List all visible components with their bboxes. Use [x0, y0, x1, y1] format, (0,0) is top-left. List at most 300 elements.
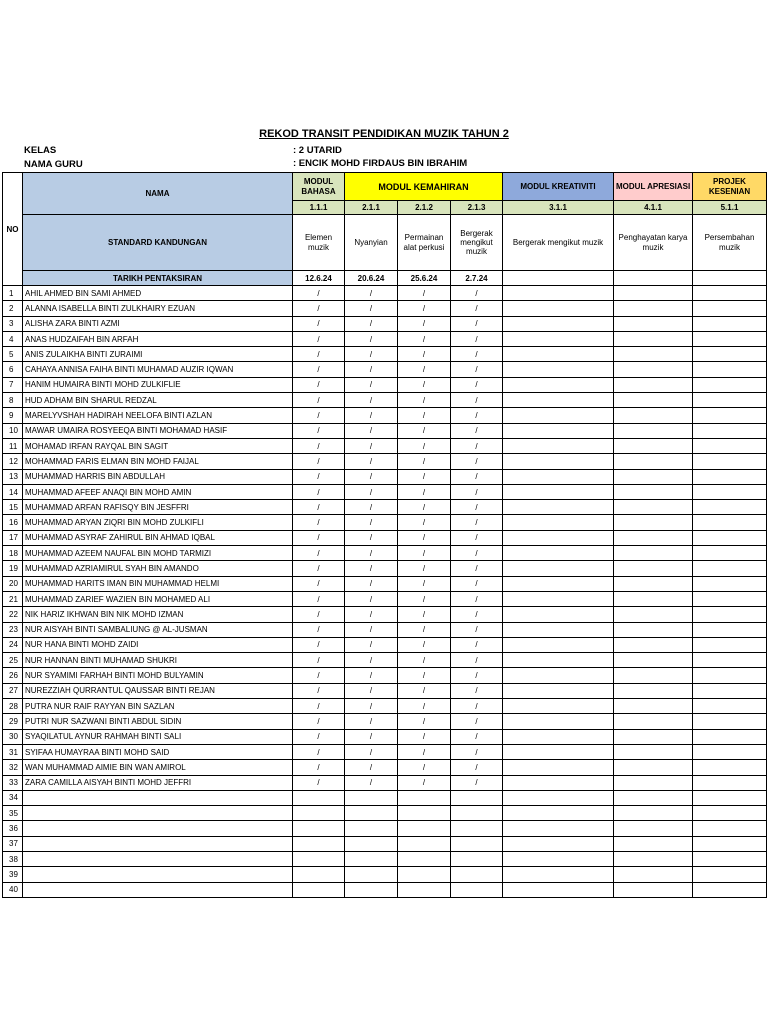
mark-cell[interactable] — [345, 790, 398, 805]
mark-cell[interactable] — [693, 438, 767, 453]
mark-cell[interactable] — [693, 423, 767, 438]
mark-cell[interactable] — [614, 668, 693, 683]
student-name[interactable]: MUHAMMAD ASYRAF ZAHIRUL BIN AHMAD IQBAL — [23, 530, 293, 545]
mark-cell[interactable]: / — [345, 622, 398, 637]
mark-cell[interactable] — [503, 438, 614, 453]
mark-cell[interactable]: / — [293, 653, 345, 668]
mark-cell[interactable]: / — [293, 561, 345, 576]
student-name[interactable]: NUR HANNAN BINTI MUHAMAD SHUKRI — [23, 653, 293, 668]
mark-cell[interactable] — [693, 699, 767, 714]
student-name[interactable]: NIK HARIZ IKHWAN BIN NIK MOHD IZMAN — [23, 607, 293, 622]
mark-cell[interactable] — [693, 331, 767, 346]
mark-cell[interactable] — [503, 683, 614, 698]
mark-cell[interactable] — [293, 851, 345, 866]
mark-cell[interactable]: / — [293, 683, 345, 698]
mark-cell[interactable] — [503, 668, 614, 683]
mark-cell[interactable] — [451, 851, 503, 866]
mark-cell[interactable]: / — [398, 316, 451, 331]
mark-cell[interactable]: / — [293, 530, 345, 545]
mark-cell[interactable] — [398, 836, 451, 851]
mark-cell[interactable] — [614, 500, 693, 515]
mark-cell[interactable]: / — [293, 438, 345, 453]
mark-cell[interactable] — [451, 867, 503, 882]
mark-cell[interactable]: / — [451, 423, 503, 438]
mark-cell[interactable] — [503, 469, 614, 484]
mark-cell[interactable]: / — [345, 576, 398, 591]
mark-cell[interactable]: / — [451, 393, 503, 408]
student-name[interactable]: MUHAMMAD ARFAN RAFISQY BIN JESFFRI — [23, 500, 293, 515]
mark-cell[interactable] — [503, 484, 614, 499]
mark-cell[interactable] — [345, 821, 398, 836]
mark-cell[interactable] — [614, 637, 693, 652]
mark-cell[interactable]: / — [345, 699, 398, 714]
mark-cell[interactable] — [693, 301, 767, 316]
student-name[interactable] — [23, 806, 293, 821]
mark-cell[interactable] — [614, 546, 693, 561]
mark-cell[interactable]: / — [293, 316, 345, 331]
mark-cell[interactable]: / — [345, 393, 398, 408]
mark-cell[interactable] — [345, 836, 398, 851]
mark-cell[interactable]: / — [293, 347, 345, 362]
mark-cell[interactable]: / — [345, 347, 398, 362]
mark-cell[interactable] — [614, 591, 693, 606]
mark-cell[interactable]: / — [293, 469, 345, 484]
mark-cell[interactable] — [614, 699, 693, 714]
student-name[interactable]: PUTRA NUR RAIF RAYYAN BIN SAZLAN — [23, 699, 293, 714]
mark-cell[interactable]: / — [398, 408, 451, 423]
mark-cell[interactable] — [693, 591, 767, 606]
mark-cell[interactable] — [398, 867, 451, 882]
mark-cell[interactable]: / — [293, 622, 345, 637]
mark-cell[interactable] — [503, 744, 614, 759]
mark-cell[interactable]: / — [398, 668, 451, 683]
mark-cell[interactable] — [503, 347, 614, 362]
mark-cell[interactable] — [614, 469, 693, 484]
mark-cell[interactable]: / — [293, 546, 345, 561]
mark-cell[interactable]: / — [293, 668, 345, 683]
mark-cell[interactable] — [614, 301, 693, 316]
mark-cell[interactable]: / — [398, 484, 451, 499]
mark-cell[interactable] — [503, 362, 614, 377]
mark-cell[interactable]: / — [451, 760, 503, 775]
mark-cell[interactable] — [614, 714, 693, 729]
student-name[interactable]: CAHAYA ANNISA FAIHA BINTI MUHAMAD AUZIR IQWAN — [23, 362, 293, 377]
student-name[interactable]: MUHAMMAD HARRIS BIN ABDULLAH — [23, 469, 293, 484]
student-name[interactable]: MOHAMAD IRFAN RAYQAL BIN SAGIT — [23, 438, 293, 453]
mark-cell[interactable] — [693, 607, 767, 622]
mark-cell[interactable]: / — [451, 622, 503, 637]
mark-cell[interactable] — [503, 561, 614, 576]
mark-cell[interactable] — [614, 683, 693, 698]
student-name[interactable]: MUHAMMAD ARYAN ZIQRI BIN MOHD ZULKIFLI — [23, 515, 293, 530]
mark-cell[interactable]: / — [345, 515, 398, 530]
mark-cell[interactable] — [614, 882, 693, 897]
mark-cell[interactable]: / — [345, 316, 398, 331]
mark-cell[interactable]: / — [345, 301, 398, 316]
mark-cell[interactable]: / — [398, 775, 451, 790]
mark-cell[interactable]: / — [345, 607, 398, 622]
mark-cell[interactable] — [345, 806, 398, 821]
student-name[interactable]: HUD ADHAM BIN SHARUL REDZAL — [23, 393, 293, 408]
student-name[interactable]: SYAQILATUL AYNUR RAHMAH BINTI SALI — [23, 729, 293, 744]
student-name[interactable] — [23, 790, 293, 805]
mark-cell[interactable] — [693, 775, 767, 790]
student-name[interactable]: WAN MUHAMMAD AIMIE BIN WAN AMIROL — [23, 760, 293, 775]
mark-cell[interactable] — [503, 760, 614, 775]
student-name[interactable]: MARELYVSHAH HADIRAH NEELOFA BINTI AZLAN — [23, 408, 293, 423]
mark-cell[interactable] — [693, 561, 767, 576]
mark-cell[interactable]: / — [293, 699, 345, 714]
mark-cell[interactable] — [614, 393, 693, 408]
mark-cell[interactable]: / — [398, 393, 451, 408]
mark-cell[interactable] — [693, 714, 767, 729]
mark-cell[interactable] — [503, 331, 614, 346]
mark-cell[interactable]: / — [293, 454, 345, 469]
mark-cell[interactable] — [503, 607, 614, 622]
mark-cell[interactable]: / — [293, 362, 345, 377]
mark-cell[interactable]: / — [293, 393, 345, 408]
mark-cell[interactable]: / — [345, 744, 398, 759]
mark-cell[interactable]: / — [398, 438, 451, 453]
student-name[interactable]: ALISHA ZARA BINTI AZMI — [23, 316, 293, 331]
mark-cell[interactable] — [503, 729, 614, 744]
mark-cell[interactable]: / — [451, 362, 503, 377]
mark-cell[interactable] — [293, 882, 345, 897]
mark-cell[interactable]: / — [345, 714, 398, 729]
mark-cell[interactable] — [503, 637, 614, 652]
student-name[interactable]: ALANNA ISABELLA BINTI ZULKHAIRY EZUAN — [23, 301, 293, 316]
mark-cell[interactable] — [614, 790, 693, 805]
mark-cell[interactable]: / — [398, 699, 451, 714]
mark-cell[interactable]: / — [451, 546, 503, 561]
student-name[interactable]: NUR HANA BINTI MOHD ZAIDI — [23, 637, 293, 652]
student-name[interactable]: MOHAMMAD FARIS ELMAN BIN MOHD FAIJAL — [23, 454, 293, 469]
mark-cell[interactable] — [614, 775, 693, 790]
mark-cell[interactable] — [345, 867, 398, 882]
mark-cell[interactable] — [693, 744, 767, 759]
mark-cell[interactable]: / — [451, 775, 503, 790]
mark-cell[interactable] — [614, 484, 693, 499]
mark-cell[interactable]: / — [345, 377, 398, 392]
mark-cell[interactable] — [693, 760, 767, 775]
student-name[interactable]: MUHAMMAD AZEEM NAUFAL BIN MOHD TARMIZI — [23, 546, 293, 561]
mark-cell[interactable] — [693, 316, 767, 331]
mark-cell[interactable] — [293, 867, 345, 882]
student-name[interactable]: PUTRI NUR SAZWANI BINTI ABDUL SIDIN — [23, 714, 293, 729]
mark-cell[interactable]: / — [345, 546, 398, 561]
mark-cell[interactable] — [345, 882, 398, 897]
mark-cell[interactable] — [503, 393, 614, 408]
mark-cell[interactable]: / — [451, 591, 503, 606]
mark-cell[interactable]: / — [345, 729, 398, 744]
mark-cell[interactable]: / — [293, 515, 345, 530]
mark-cell[interactable]: / — [398, 362, 451, 377]
mark-cell[interactable]: / — [451, 576, 503, 591]
mark-cell[interactable]: / — [398, 576, 451, 591]
mark-cell[interactable]: / — [451, 561, 503, 576]
mark-cell[interactable] — [293, 836, 345, 851]
mark-cell[interactable] — [451, 806, 503, 821]
mark-cell[interactable] — [503, 851, 614, 866]
mark-cell[interactable]: / — [451, 438, 503, 453]
mark-cell[interactable] — [503, 515, 614, 530]
mark-cell[interactable] — [693, 347, 767, 362]
mark-cell[interactable] — [503, 377, 614, 392]
mark-cell[interactable] — [614, 851, 693, 866]
mark-cell[interactable] — [614, 653, 693, 668]
mark-cell[interactable] — [693, 882, 767, 897]
mark-cell[interactable]: / — [451, 515, 503, 530]
student-name[interactable]: MUHAMMAD AFEEF ANAQI BIN MOHD AMIN — [23, 484, 293, 499]
mark-cell[interactable] — [614, 821, 693, 836]
mark-cell[interactable] — [614, 331, 693, 346]
mark-cell[interactable]: / — [293, 775, 345, 790]
mark-cell[interactable]: / — [293, 591, 345, 606]
mark-cell[interactable] — [614, 454, 693, 469]
mark-cell[interactable] — [503, 790, 614, 805]
mark-cell[interactable]: / — [398, 286, 451, 301]
mark-cell[interactable] — [503, 806, 614, 821]
mark-cell[interactable] — [398, 806, 451, 821]
mark-cell[interactable]: / — [345, 469, 398, 484]
mark-cell[interactable] — [614, 408, 693, 423]
mark-cell[interactable]: / — [345, 775, 398, 790]
mark-cell[interactable] — [693, 393, 767, 408]
mark-cell[interactable]: / — [451, 744, 503, 759]
mark-cell[interactable]: / — [451, 454, 503, 469]
mark-cell[interactable] — [614, 729, 693, 744]
student-name[interactable]: NUR SYAMIMI FARHAH BINTI MOHD BULYAMIN — [23, 668, 293, 683]
mark-cell[interactable]: / — [293, 423, 345, 438]
mark-cell[interactable]: / — [345, 561, 398, 576]
mark-cell[interactable] — [614, 576, 693, 591]
mark-cell[interactable] — [503, 591, 614, 606]
mark-cell[interactable] — [693, 484, 767, 499]
mark-cell[interactable]: / — [398, 515, 451, 530]
mark-cell[interactable] — [693, 653, 767, 668]
mark-cell[interactable]: / — [345, 484, 398, 499]
mark-cell[interactable]: / — [398, 454, 451, 469]
mark-cell[interactable]: / — [398, 530, 451, 545]
mark-cell[interactable]: / — [345, 530, 398, 545]
mark-cell[interactable] — [693, 637, 767, 652]
mark-cell[interactable]: / — [451, 331, 503, 346]
mark-cell[interactable] — [614, 286, 693, 301]
student-name[interactable]: MUHAMMAD ZARIEF WAZIEN BIN MOHAMED ALI — [23, 591, 293, 606]
mark-cell[interactable] — [614, 622, 693, 637]
mark-cell[interactable] — [345, 851, 398, 866]
mark-cell[interactable] — [503, 867, 614, 882]
mark-cell[interactable]: / — [293, 637, 345, 652]
mark-cell[interactable] — [693, 851, 767, 866]
mark-cell[interactable]: / — [398, 607, 451, 622]
mark-cell[interactable]: / — [345, 668, 398, 683]
mark-cell[interactable]: / — [293, 714, 345, 729]
mark-cell[interactable]: / — [451, 301, 503, 316]
mark-cell[interactable]: / — [398, 622, 451, 637]
mark-cell[interactable] — [503, 316, 614, 331]
student-name[interactable] — [23, 867, 293, 882]
mark-cell[interactable]: / — [398, 653, 451, 668]
mark-cell[interactable]: / — [345, 683, 398, 698]
mark-cell[interactable]: / — [451, 668, 503, 683]
mark-cell[interactable]: / — [293, 500, 345, 515]
mark-cell[interactable]: / — [451, 729, 503, 744]
mark-cell[interactable]: / — [451, 377, 503, 392]
mark-cell[interactable] — [693, 500, 767, 515]
student-name[interactable]: ANIS ZULAIKHA BINTI ZURAIMI — [23, 347, 293, 362]
mark-cell[interactable]: / — [345, 408, 398, 423]
mark-cell[interactable] — [398, 790, 451, 805]
mark-cell[interactable]: / — [451, 500, 503, 515]
mark-cell[interactable]: / — [398, 637, 451, 652]
mark-cell[interactable] — [398, 821, 451, 836]
mark-cell[interactable] — [693, 286, 767, 301]
student-name[interactable]: NUREZZIAH QURRANTUL QAUSSAR BINTI REJAN — [23, 683, 293, 698]
mark-cell[interactable] — [503, 576, 614, 591]
student-name[interactable]: MAWAR UMAIRA ROSYEEQA BINTI MOHAMAD HASIF — [23, 423, 293, 438]
mark-cell[interactable] — [693, 362, 767, 377]
mark-cell[interactable]: / — [398, 301, 451, 316]
student-name[interactable]: MUHAMMAD AZRIAMIRUL SYAH BIN AMANDO — [23, 561, 293, 576]
mark-cell[interactable] — [503, 836, 614, 851]
mark-cell[interactable] — [693, 729, 767, 744]
mark-cell[interactable]: / — [293, 744, 345, 759]
mark-cell[interactable]: / — [293, 607, 345, 622]
student-name[interactable] — [23, 821, 293, 836]
mark-cell[interactable] — [503, 500, 614, 515]
student-name[interactable] — [23, 882, 293, 897]
mark-cell[interactable] — [614, 515, 693, 530]
mark-cell[interactable] — [614, 362, 693, 377]
mark-cell[interactable]: / — [451, 637, 503, 652]
student-name[interactable]: ZARA CAMILLA AISYAH BINTI MOHD JEFFRI — [23, 775, 293, 790]
mark-cell[interactable]: / — [345, 423, 398, 438]
mark-cell[interactable]: / — [345, 362, 398, 377]
student-name[interactable]: AHIL AHMED BIN SAMI AHMED — [23, 286, 293, 301]
mark-cell[interactable] — [451, 790, 503, 805]
mark-cell[interactable] — [503, 775, 614, 790]
mark-cell[interactable]: / — [451, 714, 503, 729]
mark-cell[interactable] — [693, 408, 767, 423]
mark-cell[interactable] — [503, 454, 614, 469]
mark-cell[interactable]: / — [293, 331, 345, 346]
mark-cell[interactable] — [503, 546, 614, 561]
mark-cell[interactable]: / — [293, 484, 345, 499]
mark-cell[interactable]: / — [451, 316, 503, 331]
mark-cell[interactable] — [503, 622, 614, 637]
mark-cell[interactable] — [614, 744, 693, 759]
mark-cell[interactable] — [614, 607, 693, 622]
mark-cell[interactable]: / — [345, 591, 398, 606]
mark-cell[interactable] — [293, 821, 345, 836]
mark-cell[interactable]: / — [398, 729, 451, 744]
mark-cell[interactable] — [614, 867, 693, 882]
mark-cell[interactable]: / — [398, 331, 451, 346]
mark-cell[interactable] — [693, 622, 767, 637]
mark-cell[interactable]: / — [398, 377, 451, 392]
mark-cell[interactable] — [503, 301, 614, 316]
mark-cell[interactable] — [693, 377, 767, 392]
mark-cell[interactable] — [693, 821, 767, 836]
mark-cell[interactable] — [614, 438, 693, 453]
mark-cell[interactable]: / — [293, 729, 345, 744]
mark-cell[interactable]: / — [451, 484, 503, 499]
mark-cell[interactable] — [451, 836, 503, 851]
mark-cell[interactable] — [614, 836, 693, 851]
mark-cell[interactable] — [693, 790, 767, 805]
mark-cell[interactable]: / — [451, 653, 503, 668]
mark-cell[interactable]: / — [398, 469, 451, 484]
mark-cell[interactable]: / — [398, 714, 451, 729]
mark-cell[interactable] — [451, 882, 503, 897]
mark-cell[interactable] — [693, 576, 767, 591]
mark-cell[interactable] — [614, 423, 693, 438]
mark-cell[interactable] — [293, 806, 345, 821]
mark-cell[interactable]: / — [345, 500, 398, 515]
mark-cell[interactable] — [451, 821, 503, 836]
mark-cell[interactable] — [614, 316, 693, 331]
mark-cell[interactable] — [693, 469, 767, 484]
mark-cell[interactable] — [693, 530, 767, 545]
mark-cell[interactable]: / — [293, 576, 345, 591]
mark-cell[interactable]: / — [398, 546, 451, 561]
mark-cell[interactable]: / — [345, 331, 398, 346]
mark-cell[interactable]: / — [451, 347, 503, 362]
mark-cell[interactable] — [693, 454, 767, 469]
mark-cell[interactable]: / — [345, 286, 398, 301]
mark-cell[interactable] — [614, 806, 693, 821]
mark-cell[interactable] — [503, 408, 614, 423]
mark-cell[interactable] — [503, 821, 614, 836]
mark-cell[interactable] — [693, 515, 767, 530]
mark-cell[interactable]: / — [293, 286, 345, 301]
mark-cell[interactable]: / — [451, 530, 503, 545]
mark-cell[interactable]: / — [398, 744, 451, 759]
mark-cell[interactable]: / — [293, 408, 345, 423]
student-name[interactable]: ANAS HUDZAIFAH BIN ARFAH — [23, 331, 293, 346]
student-name[interactable]: MUHAMMAD HARITS IMAN BIN MUHAMMAD HELMI — [23, 576, 293, 591]
mark-cell[interactable] — [293, 790, 345, 805]
mark-cell[interactable] — [503, 653, 614, 668]
mark-cell[interactable] — [398, 851, 451, 866]
mark-cell[interactable] — [503, 530, 614, 545]
mark-cell[interactable]: / — [398, 423, 451, 438]
mark-cell[interactable]: / — [398, 561, 451, 576]
mark-cell[interactable] — [398, 882, 451, 897]
student-name[interactable]: SYIFAA HUMAYRAA BINTI MOHD SAID — [23, 744, 293, 759]
mark-cell[interactable] — [614, 347, 693, 362]
mark-cell[interactable] — [693, 867, 767, 882]
mark-cell[interactable]: / — [398, 347, 451, 362]
mark-cell[interactable]: / — [451, 607, 503, 622]
mark-cell[interactable] — [503, 699, 614, 714]
mark-cell[interactable] — [503, 882, 614, 897]
mark-cell[interactable] — [503, 714, 614, 729]
mark-cell[interactable]: / — [451, 408, 503, 423]
mark-cell[interactable] — [693, 683, 767, 698]
mark-cell[interactable]: / — [398, 500, 451, 515]
mark-cell[interactable]: / — [345, 637, 398, 652]
mark-cell[interactable] — [693, 836, 767, 851]
mark-cell[interactable] — [614, 377, 693, 392]
mark-cell[interactable] — [503, 286, 614, 301]
mark-cell[interactable]: / — [345, 760, 398, 775]
mark-cell[interactable]: / — [293, 377, 345, 392]
mark-cell[interactable] — [693, 806, 767, 821]
student-name[interactable] — [23, 836, 293, 851]
mark-cell[interactable]: / — [451, 683, 503, 698]
